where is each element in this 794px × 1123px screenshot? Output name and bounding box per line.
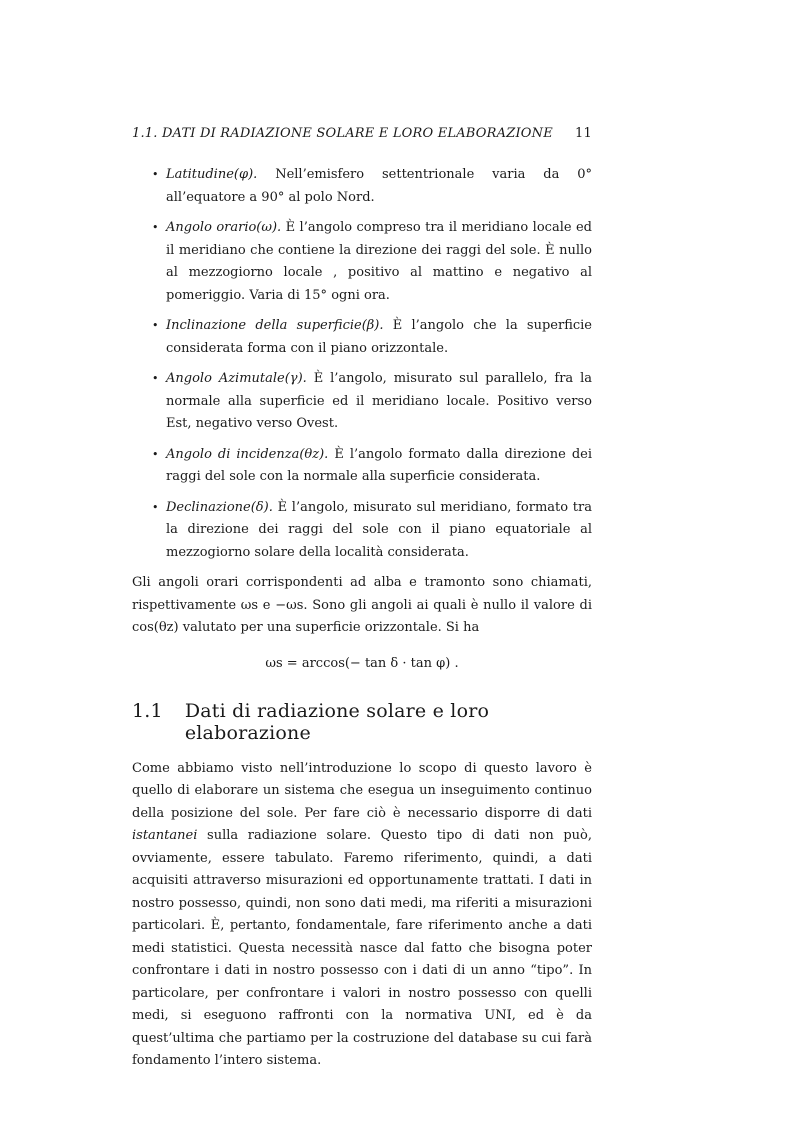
header-section-title: 1.1. DATI DI RADIAZIONE SOLARE E LORO ELABORAZIONE bbox=[132, 126, 553, 141]
definition-text: È l’angolo, misurato sul meridiano, formato tra la direzione dei raggi del sole con il piano equatoriale al mezzogiorno solare della località considerata. bbox=[166, 499, 592, 560]
bullet-icon: • bbox=[152, 168, 159, 181]
definition-list bbox=[132, 164, 592, 564]
definition-declination bbox=[132, 497, 592, 565]
bullet-icon: • bbox=[152, 319, 159, 332]
section-number: 1.1 bbox=[132, 699, 163, 722]
hour-angle-paragraph: Gli angoli orari corrispondenti ad alba e tramonto sono chiamati, rispettivamente ωs e −ωs. Sono gli angoli ai quali è nullo il valore di cos(θz) valutato per una superficie orizzontale. Si ha bbox=[132, 575, 592, 635]
body-paragraph bbox=[132, 758, 592, 1073]
body-emphasis: istantanei bbox=[132, 828, 198, 843]
bullet-icon: • bbox=[152, 372, 159, 385]
page-number: 11 bbox=[575, 126, 592, 141]
definition-azimuth bbox=[132, 368, 592, 436]
definition-term: Angolo Azimutale(γ). bbox=[166, 371, 307, 386]
section-title: Dati di radiazione solare e loro elaborazione bbox=[184, 699, 490, 744]
sunset-hour-angle-formula: ωs = arccos(− tan δ · tan φ) . bbox=[265, 655, 459, 671]
body-text-part1: Come abbiamo visto nell’introduzione lo scopo di questo lavoro è quello di elaborare un sistema che esegua un inseguimento continuo della posizione del sole. Per fare ciò è necessario disporre di dati bbox=[132, 760, 592, 821]
definition-term: Angolo di incidenza(θz). bbox=[166, 446, 329, 462]
definition-text: Nell’emisfero settentrionale varia da 0° all’equatore a 90° al polo Nord. bbox=[166, 167, 592, 205]
bullet-icon: • bbox=[152, 500, 159, 514]
body-text-part2: sulla radiazione solare. Questo tipo di dati non può, ovviamente, essere tabulato. Faremo riferimento, quindi, a dati acquisiti attraverso misurazioni ed opportunamente trattati. I dati in nostro possesso, quindi, non sono dati medi, ma riferiti a misurazioni particolari. È, pertanto, fondamentale, fare riferimento anche a dati medi statistici. Questa necessità nasce dal fatto che bisogna poter confrontare i dati in nostro possesso con i dati di un anno “tipo”. In particolare, per confrontare i valori in nostro possesso con quelli medi, si eseguono raffronti con la normativa UNI, ed è da quest’ultima che partiamo per la costruzione del database su cui farà fondamento l’intero sistema. bbox=[132, 828, 592, 1068]
bullet-icon: • bbox=[152, 447, 159, 461]
definition-text: È l’angolo che la superficie considerata forma con il piano orizzontale. bbox=[166, 318, 592, 356]
running-header bbox=[132, 126, 592, 148]
section-heading bbox=[132, 700, 592, 744]
definition-term: Declinazione(δ). bbox=[166, 499, 273, 515]
definition-text: È l’angolo formato dalla direzione dei raggi del sole con la normale alla superficie considerata. bbox=[166, 446, 592, 484]
definition-term: Latitudine(φ). bbox=[166, 167, 258, 182]
document-page bbox=[132, 126, 592, 1073]
definition-surface-tilt bbox=[132, 315, 592, 360]
definition-hour-angle bbox=[132, 217, 592, 307]
definition-incidence bbox=[132, 444, 592, 489]
definition-text: È l’angolo, misurato sul parallelo, fra la normale alla superficie ed il meridiano locale. Positivo verso Est, negativo verso Ovest. bbox=[166, 371, 592, 431]
bullet-icon: • bbox=[152, 221, 159, 234]
definition-latitude bbox=[132, 164, 592, 209]
definition-text: È l’angolo compreso tra il meridiano locale ed il meridiano che contiene la direzione dei raggi del sole. È nullo al mezzogiorno locale , positivo al mattino e negativo al pomeriggio. Varia di 15° ogni ora. bbox=[166, 220, 592, 303]
definition-term: Inclinazione della superficie(β). bbox=[166, 318, 384, 333]
definition-term: Angolo orario(ω). bbox=[166, 220, 282, 235]
